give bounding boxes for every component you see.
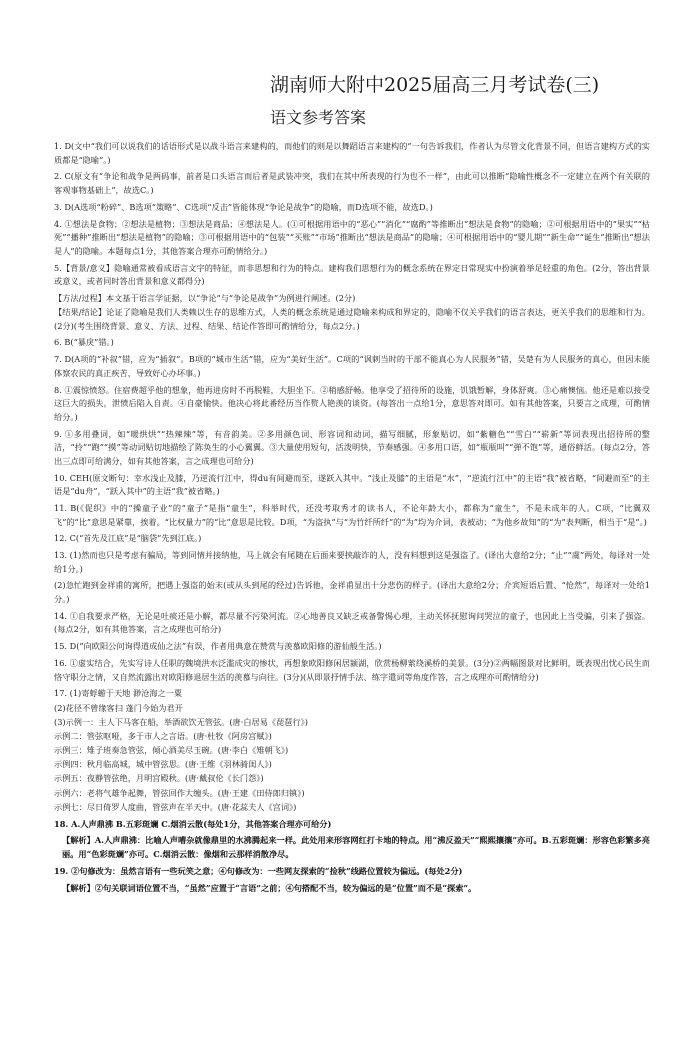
answer-13-1: 13. (1)然而也只是考虑有骗局，等到同情并接纳他，马上就会有尾随在后面来要挟敲诈的人，没有料想到这是强盗了。(译出大意给2分；“止”“虞”两处，每译对一处给1分。) (54, 550, 650, 574)
answer-3: 3. D(A选项“粉碎”、B选项“策略”、C选项“反击”皆能体现“争论是战争”的隐喻，而D选项不能，故选D。) (54, 201, 433, 212)
answer-5-result: 【结果/结论】论证了隐喻是我们人类赖以生存的思维方式，人类的概念系统是通过隐喻来构成和界定的，隐喻不仅关乎我们的语言表达，更关乎我们的思维和行为。(2分)(考生围绕背景、意义、方法、过程、结果、结论作答即可酌情给分，每点2分。) (54, 307, 650, 331)
answer-17-2: (2)花径不曾缘客扫 蓬门今始为君开 (54, 702, 183, 713)
answer-19-analysis: 【解析】②句关联词语位置不当，“虽然”应置于“言语”之前；④句搭配不当，较为偏远的是“位置”而不是“探索”。 (62, 882, 477, 893)
answer-17-1: 17. (1)寄蜉蝣于天地 渺沧海之一粟 (54, 688, 183, 699)
answer-17-3-example-4: 示例四：秋月临高城，城中管弦思。(唐·王维《羽林骑闺人》) (54, 759, 272, 770)
answer-1: 1. D(文中“我们可以说我们的话语形式是以战斗语言来建构的，而他们的则是以舞蹈语言来建构的”一句告诉我们，作者认为尽管文化背景不同，但语言建构方式的实质都是“隐喻”。) (54, 141, 650, 165)
answer-5-background: 5.【背景/意义】隐喻通常被看成语言文字的特征，而非思想和行为的特点。建构我们思想行为的概念系统在界定日常现实中扮演着举足轻重的角色。(2分，答出背景或意义，或者同时答出背景和意义都得分) (54, 262, 650, 287)
answer-17-3-example-7: 示例七：尽日倚罗人度曲，管弦声在半天中。(唐·花蕊夫人《宫词》) (54, 801, 297, 812)
answer-17-3-example-1: (3)示例一：主人下马客在船，举酒欲饮无管弦。(唐·白居易《琵琶行》) (54, 716, 308, 727)
answer-2: 2. C(原文有“争论和战争是两码事，前者是口头语言而后者是武装冲突，我们在其中所表现的行为也不一样”，由此可以推断“隐喻性概念不一定建立在两个有关联的客观事物基础上”，故选C。) (54, 171, 650, 195)
answer-10: 10. CEH(原文断句：幸水浅止及膝，乃逆流行江中，得du有间避而至，遂跃入其中。“浅止及膝”的主语是“水”，“逆流行江中”的主语“我”被省略，“间避而至”的主语是“du舟”，“跃入其中”的主语“我”被省略。) (54, 472, 650, 497)
answer-8: 8. ①震惊愤怒。住宿费超乎他的想象，他再进房时不再脱鞋，大胆坐下。②稍感舒畅。他享受了招待所的设施，饥饿暂解，身体舒爽。③心痛懊恼。他还是难以接受这巨大的损失，泄愤后陷入自责。④自豪愉快。他决心将此番经历当作赘人艳羡的谈资。(每答出一点给1分，意思答对即可。如有其他答案，只要言之成理，可酌情给分。) (54, 384, 650, 422)
answer-7: 7. D(A项的“补叙”错，应为“插叙”。B项的“城市生活”错，应为“美好生活”。C项的“讽刺当时的干部不能真心为人民服务”错，吴楚有为人民服务的真心，但因未能体察农民的真正疾苦，导致好心办坏事。) (54, 354, 650, 378)
answer-17-3-example-5: 示例五：夜静管弦绝，月明宫殿秋。(唐·戴叔伦《长门怨》) (54, 773, 264, 784)
answer-18: 18. A.人声鼎沸 B.五彩斑斓 C.烟消云散(每处1分，其他答案合理亦可给分) (54, 818, 332, 829)
answer-19: 19. ②句修改为：虽然言语有一些玩笑之意；④句修改为：一些网友探索的“捡秋”线路位置较为偏远。(每处2分) (54, 865, 463, 876)
answer-16: 16. ①虚实结合，先实写诗人任职的魏境洪水泛滥成灾的惨状，再想象欧阳修闲居颍湖，欣赏杨柳萦绕溪桥的美景。(3分)②两幅图景对比鲜明，既表现出忧心民生而恪守职分之情，又自然流露出对欧阳修退居生活的羡慕与向往。(3分)(从即景抒情手法、练字遣词等角度作答，言之成理亦可酌情给分) (54, 657, 650, 682)
answer-13-2: (2)急忙跑到金祥甫的寓所，把遇上强盗的始末(或从头到尾的经过)告诉他，金祥甫显出十分悲伤的样子。(译出大意给2分；介宾短语后置、“怆然”，每译对一处给1分。) (54, 580, 650, 605)
answer-9: 9. ①多用叠词，如“暖烘烘”“热辣辣”等，有音韵美。②多用颜色词、形容词和动词，描写细腻，形象贴切，如“紫糖色”“雪白”“崭新”等词表现出招待所的整洁，“拎”“跑”“摸”等动词贴切地描绘了陈奂生的小心翼翼。③大量使用短句，活泼明快，节奏感强。④多用口语，如“瓶瓶叫”“弹不饱”等，通俗鲜活。(每点2分，答出三点即可给满分，如有其他答案，言之成理也可给分) (54, 428, 650, 466)
answer-17-3-example-3: 示例三：雉子班奏急管弦，倾心酒美尽玉碗。(唐·李白《雉朝飞》) (54, 745, 289, 756)
answer-14: 14. ①自我要求严格，无论是吐痰还是小解，都尽量不污染河流。②心地善良又缺乏戒备警惕心理，主动关怀抚慰询问哭泣的童子，也因此上当受骗，引来了强盗。(每点2分，如有其他答案，言之成理也可给分) (54, 610, 650, 635)
answer-17-3-example-2: 示例二：管弦呕哑，多于市人之言语。(唐·杜牧《阿房宫赋》) (54, 730, 272, 741)
answer-content (54, 140, 650, 898)
answer-17-3-example-6: 示例六：老将气雄争起舞，管弦回作大缠头。(唐·王建《田侍郎归镇》) (54, 787, 305, 798)
answer-11: 11. B(《促织》中的“操童子业”的“童子”是指“童生”，科举时代，还没考取秀才的读书人，不论年龄大小，都称为“童生”，不是未成年的人。C项，“比翼双飞”的“比”意思是紧靠，挨着。“比权量力”的“比”意思是比较。D项，“为盗执”与“为竹纤所纤”的“为”均为介词，表被动；“为他乡故知”的“为”表判断，相当于“是”。) (54, 502, 650, 527)
answer-18-analysis: 【解析】A.人声鼎沸：比喻人声嘈杂就像鼎里的水沸腾起来一样。此处用来形容网红打卡地的特点。用“沸反盈天”“熙熙攘攘”亦可。B.五彩斑斓：形容色彩繁多亮丽。用“色彩斑斓”亦可。C.烟消云散：像烟和云那样消散净尽。 (62, 835, 650, 859)
answer-5-method: 【方法/过程】本文基于语言学证据，以“争论”与“争论是战争”为例进行阐述。(2分) (54, 292, 356, 303)
answer-12: 12. C(“首先及江底”是“脑袋”先到江底。) (54, 533, 202, 544)
answer-4: 4. ①想法是食物；②想法是植物；③想法是商品；④想法是人。(①可根据用语中的“恶心”“消化”“腐酌”等推断出“想法是食物”的隐喻；②可根据用语中的“果实”“枯死”“播种”推断出“想法是植物”的隐喻；③可根据用语中的“包装”“买账”“市场”推断出“想法是商品”的隐喻；④可根据用语中的“婴儿期”“新生命”“诞生”推断出“想法是人”的隐喻。本题每点1分，其他答案合理亦可酌情给分。) (54, 218, 650, 256)
answer-15: 15. D(“向欧阳公问询得道成仙之法”有误，作者用典意在赞赏与羡慕欧阳修的游仙般生活。) (54, 641, 382, 652)
document-subtitle: 语文参考答案 (270, 108, 367, 127)
answer-6: 6. B(“暴戾”错。) (54, 337, 114, 348)
document-title: 湖南师大附中2025届高三月考试卷(三) (270, 74, 600, 96)
